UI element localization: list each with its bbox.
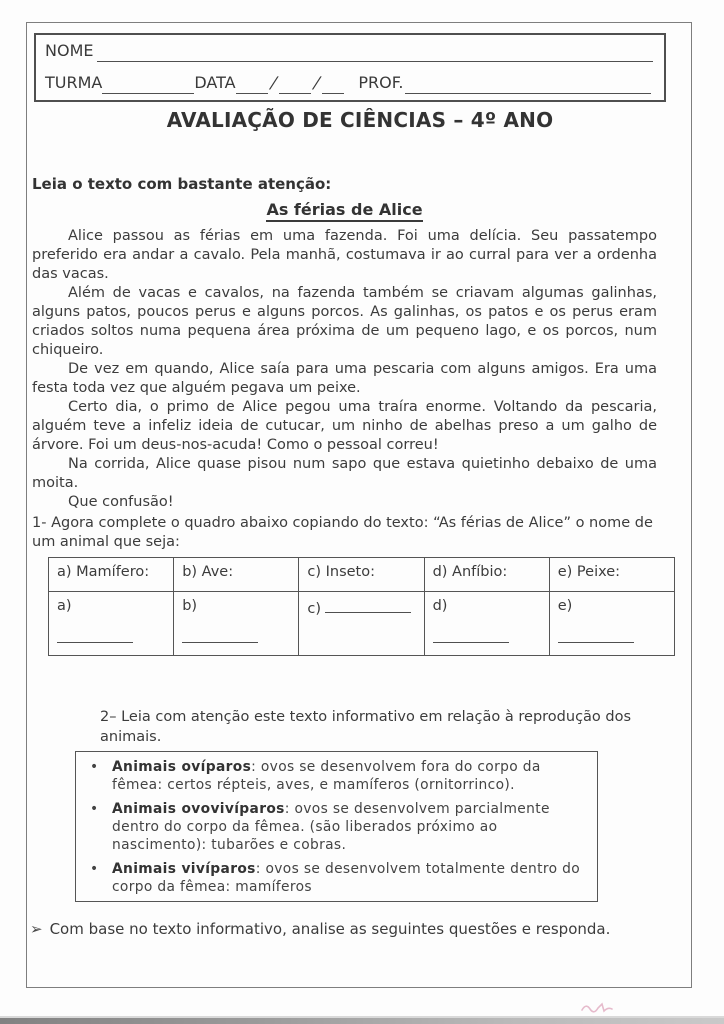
- date-label: DATA: [194, 73, 236, 92]
- class-date-prof-row: [45, 72, 655, 94]
- answer-prefix: e): [557, 598, 573, 614]
- story-paragraph: Certo dia, o primo de Alice pegou uma traíra enorme. Voltando da pescaria, alguém teve a infeliz ideia de cutucar, um ninho de abelhas preso a um galho de árvore. Foi um deus-nos-acuda! Como o pessoal correu!: [32, 399, 657, 453]
- scan-bottom-edge: [0, 1016, 724, 1024]
- answer-fill-line: [433, 628, 509, 643]
- info-item-text: [112, 860, 585, 896]
- answer-fill-line: [57, 628, 133, 643]
- prof-label: PROF.: [358, 73, 404, 92]
- bullet-dot-icon: •: [90, 759, 99, 775]
- table-header-row: [49, 558, 675, 592]
- info-rest: : ovos se desenvolvem totalmente dentro do corpo da fêmea: mamíferos: [112, 861, 581, 895]
- answer-prefix: d): [432, 598, 448, 614]
- story-paragraph: De vez em quando, Alice saía para uma pescaria com alguns amigos. Era uma festa toda vez que alguém pegava um peixe.: [32, 361, 657, 396]
- answer-cell-d: [424, 592, 549, 656]
- table-header-cell-mammal: a) Mamífero:: [49, 558, 174, 592]
- answer-cell-c: [299, 592, 424, 656]
- closing-note: [30, 919, 694, 939]
- bullet-dot-icon: •: [90, 801, 99, 817]
- info-term: Animais ovovivíparos: [112, 801, 285, 817]
- answer-cell-e: [549, 592, 674, 656]
- story-text: [32, 227, 657, 512]
- question-1-text: 1- Agora complete o quadro abaixo copiando do texto: “As férias de Alice” o nome de um animal que seja:: [32, 515, 653, 550]
- story-title: As férias de Alice: [266, 200, 422, 222]
- class-label: TURMA: [45, 73, 103, 92]
- name-fill-line: [97, 44, 653, 62]
- info-item-viviparous: [88, 860, 585, 896]
- question-2-text: 2– Leia com atenção este texto informativo em relação à reprodução dos animais.: [100, 709, 632, 745]
- table-answer-row: [49, 592, 675, 656]
- answer-prefix: c): [307, 601, 322, 617]
- info-item-ovoviviparous: [88, 800, 585, 854]
- exam-title: AVALIAÇÃO DE CIÊNCIAS – 4º ANO: [166, 108, 554, 132]
- name-label: NOME: [45, 41, 94, 60]
- reproduction-info-box: [75, 751, 598, 902]
- table-header-cell-fish: e) Peixe:: [549, 558, 674, 592]
- story-title-wrap: [32, 200, 657, 222]
- story-paragraph: Alice passou as férias em uma fazenda. Foi uma delícia. Seu passatempo preferido era andar a cavalo. Pela manhã, costumava ir ao curral para ver a ordenha das vacas.: [32, 228, 657, 282]
- pink-pen-mark: [580, 1000, 614, 1014]
- info-rest: : ovos se desenvolvem parcialmente dentro do corpo da fêmea. (são liberados próximo ao nascimento): tubarões e cobras.: [112, 801, 550, 853]
- info-item-text: [112, 800, 585, 854]
- closing-note-text: Com base no texto informativo, analise as seguintes questões e responda.: [49, 920, 611, 938]
- info-term: Animais ovíparos: [112, 759, 252, 775]
- class-fill-line: [102, 76, 194, 94]
- story-paragraph: Na corrida, Alice quase pisou num sapo que estava quietinho debaixo de uma moita.: [32, 456, 657, 491]
- date-year-fill-line: [322, 76, 344, 94]
- prof-fill-line: [405, 76, 651, 94]
- arrow-bullet-icon: ➢: [30, 920, 43, 938]
- answer-fill-line: [182, 628, 258, 643]
- info-item-oviparous: [88, 758, 585, 794]
- answer-prefix: a): [57, 598, 72, 614]
- info-rest: : ovos se desenvolvem fora do corpo da fêmea: certos répteis, aves, e mamíferos (ornitorrinco).: [112, 759, 541, 793]
- date-day-fill-line: [236, 76, 268, 94]
- student-info-box: [34, 33, 666, 102]
- animals-table: [48, 557, 675, 656]
- info-item-text: [112, 758, 585, 794]
- bullet-dot-icon: •: [90, 861, 99, 877]
- reading-instruction: Leia o texto com bastante atenção:: [32, 175, 332, 193]
- name-row: [45, 40, 655, 62]
- answer-fill-line: [325, 598, 411, 613]
- answer-fill-line: [558, 628, 634, 643]
- info-term: Animais vivíparos: [112, 861, 256, 877]
- table-header-cell-bird: b) Ave:: [174, 558, 299, 592]
- answer-prefix: b): [182, 598, 198, 614]
- table-header-cell-insect: c) Inseto:: [299, 558, 424, 592]
- answer-cell-b: [174, 592, 299, 656]
- date-slash: /: [269, 73, 278, 92]
- answer-cell-a: [49, 592, 174, 656]
- date-month-fill-line: [279, 76, 311, 94]
- story-paragraph: Além de vacas e cavalos, na fazenda também se criavam algumas galinhas, alguns patos, poucos perus e alguns porcos. As galinhas, os patos e os perus eram criados soltos numa pequena área próxima de um pequeno lago, e os porcos, num chiqueiro.: [32, 285, 657, 358]
- story-paragraph: Que confusão!: [68, 494, 174, 510]
- date-slash: /: [312, 73, 321, 92]
- table-header-cell-amphibian: d) Anfíbio:: [424, 558, 549, 592]
